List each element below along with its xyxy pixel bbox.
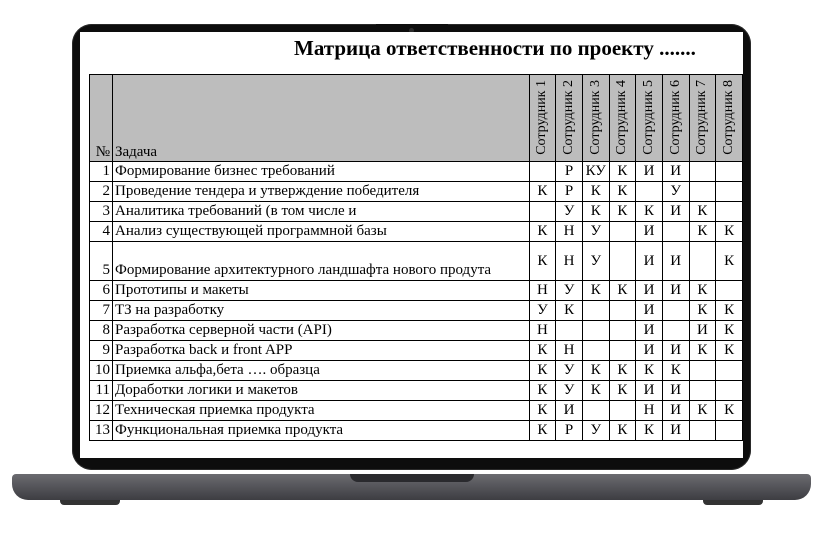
role-cell[interactable]: К: [689, 281, 716, 301]
role-cell[interactable]: К: [636, 202, 663, 222]
header-task[interactable]: Задача: [113, 75, 530, 162]
role-cell[interactable]: И: [662, 281, 689, 301]
role-cell[interactable]: И: [556, 401, 583, 421]
table-row: [90, 222, 743, 242]
task-cell[interactable]: Функциональная приемка продукта: [113, 421, 530, 441]
role-cell[interactable]: К: [662, 361, 689, 381]
role-cell[interactable]: [716, 281, 743, 301]
role-cell[interactable]: И: [662, 202, 689, 222]
role-cell[interactable]: [716, 182, 743, 202]
role-cell[interactable]: [716, 162, 743, 182]
role-cell[interactable]: Р: [556, 182, 583, 202]
role-cell[interactable]: [716, 381, 743, 401]
role-cell[interactable]: [662, 301, 689, 321]
role-cell[interactable]: И: [636, 162, 663, 182]
role-cell[interactable]: У: [556, 381, 583, 401]
role-cell[interactable]: К: [529, 341, 556, 361]
laptop-foot-right: [703, 500, 763, 505]
role-cell[interactable]: Р: [556, 162, 583, 182]
employee-label: Сотрудник 8: [721, 80, 737, 155]
table-row: [90, 281, 743, 301]
table-row: [90, 242, 743, 281]
role-cell[interactable]: И: [636, 381, 663, 401]
header-row: [90, 75, 743, 162]
role-cell[interactable]: К: [529, 381, 556, 401]
row-number-cell[interactable]: 11: [90, 381, 113, 401]
task-cell[interactable]: Разработка серверной части (API): [113, 321, 530, 341]
role-cell[interactable]: К: [556, 301, 583, 321]
trackpad-lip: [350, 474, 474, 482]
header-employee-2[interactable]: [556, 75, 583, 162]
role-cell[interactable]: Н: [529, 321, 556, 341]
role-cell[interactable]: И: [662, 401, 689, 421]
role-cell[interactable]: И: [636, 281, 663, 301]
employee-label: Сотрудник 4: [614, 80, 630, 155]
role-cell[interactable]: У: [529, 301, 556, 321]
role-cell[interactable]: [582, 301, 609, 321]
role-cell[interactable]: [609, 222, 636, 242]
header-employee-3[interactable]: [582, 75, 609, 162]
role-cell[interactable]: К: [609, 202, 636, 222]
role-cell[interactable]: К: [716, 222, 743, 242]
employee-label: Сотрудник 5: [641, 80, 657, 155]
row-number-cell[interactable]: 3: [90, 202, 113, 222]
role-cell[interactable]: К: [716, 301, 743, 321]
role-cell[interactable]: И: [636, 341, 663, 361]
role-cell[interactable]: [716, 421, 743, 441]
role-cell[interactable]: И: [636, 321, 663, 341]
role-cell[interactable]: [662, 222, 689, 242]
role-cell[interactable]: У: [556, 281, 583, 301]
task-cell[interactable]: Техническая приемка продукта: [113, 401, 530, 421]
role-cell[interactable]: [689, 242, 716, 281]
table-row: [90, 381, 743, 401]
role-cell[interactable]: У: [582, 222, 609, 242]
role-cell[interactable]: И: [636, 242, 663, 281]
role-cell[interactable]: И: [662, 162, 689, 182]
role-cell[interactable]: К: [609, 182, 636, 202]
row-number-cell[interactable]: 2: [90, 182, 113, 202]
header-employee-6[interactable]: [662, 75, 689, 162]
role-cell[interactable]: [689, 162, 716, 182]
role-cell[interactable]: К: [636, 361, 663, 381]
role-cell[interactable]: Н: [529, 281, 556, 301]
task-cell[interactable]: Приемка альфа,бета …. образца: [113, 361, 530, 381]
role-cell[interactable]: К: [689, 202, 716, 222]
row-number-cell[interactable]: 1: [90, 162, 113, 182]
role-cell[interactable]: [529, 202, 556, 222]
role-cell[interactable]: К: [716, 341, 743, 361]
employee-label: Сотрудник 6: [667, 80, 683, 155]
role-cell[interactable]: К: [609, 421, 636, 441]
role-cell[interactable]: Н: [636, 401, 663, 421]
role-cell[interactable]: К: [582, 202, 609, 222]
employee-label: Сотрудник 1: [534, 80, 550, 155]
role-cell[interactable]: У: [582, 421, 609, 441]
role-cell[interactable]: К: [716, 321, 743, 341]
task-cell[interactable]: Формирование бизнес требований: [113, 162, 530, 182]
employee-label: Сотрудник 7: [694, 80, 710, 155]
role-cell[interactable]: К: [582, 361, 609, 381]
role-cell[interactable]: [689, 361, 716, 381]
role-cell[interactable]: [689, 421, 716, 441]
role-cell[interactable]: Н: [556, 242, 583, 281]
role-cell[interactable]: [716, 361, 743, 381]
matrix-table: [89, 74, 743, 441]
role-cell[interactable]: К: [716, 401, 743, 421]
header-employee-5[interactable]: [636, 75, 663, 162]
row-number-cell[interactable]: 9: [90, 341, 113, 361]
role-cell[interactable]: У: [662, 182, 689, 202]
task-cell[interactable]: Формирование архитектурного ландшафта нового продута: [113, 242, 530, 281]
role-cell[interactable]: К: [689, 341, 716, 361]
header-employee-7[interactable]: [689, 75, 716, 162]
task-cell[interactable]: Доработки логики и макетов: [113, 381, 530, 401]
role-cell[interactable]: К: [609, 381, 636, 401]
role-cell[interactable]: У: [582, 242, 609, 281]
role-cell[interactable]: К: [529, 361, 556, 381]
task-cell[interactable]: ТЗ на разработку: [113, 301, 530, 321]
employee-label: Сотрудник 2: [561, 80, 577, 155]
task-cell[interactable]: Прототипы и макеты: [113, 281, 530, 301]
role-cell[interactable]: К: [689, 222, 716, 242]
role-cell[interactable]: К: [609, 281, 636, 301]
role-cell[interactable]: Р: [556, 421, 583, 441]
role-cell[interactable]: К: [582, 281, 609, 301]
role-cell[interactable]: К: [689, 401, 716, 421]
employee-label: Сотрудник 3: [587, 80, 603, 155]
role-cell[interactable]: [582, 401, 609, 421]
role-cell[interactable]: [609, 321, 636, 341]
role-cell[interactable]: И: [662, 381, 689, 401]
role-cell[interactable]: КУ: [582, 162, 609, 182]
header-employee-1[interactable]: [529, 75, 556, 162]
role-cell[interactable]: И: [636, 222, 663, 242]
role-cell[interactable]: [556, 321, 583, 341]
table-row: [90, 301, 743, 321]
role-cell[interactable]: К: [582, 381, 609, 401]
task-cell[interactable]: Разработка back и front APP: [113, 341, 530, 361]
role-cell[interactable]: К: [636, 421, 663, 441]
role-cell[interactable]: И: [662, 341, 689, 361]
role-cell[interactable]: [662, 321, 689, 341]
role-cell[interactable]: У: [556, 202, 583, 222]
role-cell[interactable]: [609, 301, 636, 321]
header-employee-4[interactable]: [609, 75, 636, 162]
task-cell[interactable]: Проведение тендера и утверждение победителя: [113, 182, 530, 202]
role-cell[interactable]: [689, 381, 716, 401]
header-employee-8[interactable]: [716, 75, 743, 162]
role-cell[interactable]: К: [609, 162, 636, 182]
role-cell[interactable]: К: [529, 222, 556, 242]
header-num[interactable]: №: [90, 75, 113, 162]
role-cell[interactable]: И: [662, 421, 689, 441]
row-number-cell[interactable]: 10: [90, 361, 113, 381]
table-row: [90, 182, 743, 202]
role-cell[interactable]: К: [529, 401, 556, 421]
role-cell[interactable]: Н: [556, 341, 583, 361]
role-cell[interactable]: [582, 341, 609, 361]
responsibility-matrix: [89, 74, 743, 441]
row-number-cell[interactable]: 13: [90, 421, 113, 441]
table-row: [90, 341, 743, 361]
row-number-cell[interactable]: 12: [90, 401, 113, 421]
role-cell[interactable]: [716, 202, 743, 222]
row-number-cell[interactable]: 8: [90, 321, 113, 341]
role-cell[interactable]: [609, 401, 636, 421]
role-cell[interactable]: К: [609, 361, 636, 381]
role-cell[interactable]: И: [662, 242, 689, 281]
role-cell[interactable]: [529, 162, 556, 182]
role-cell[interactable]: И: [636, 301, 663, 321]
role-cell[interactable]: [609, 341, 636, 361]
table-row: [90, 401, 743, 421]
role-cell[interactable]: К: [582, 182, 609, 202]
role-cell[interactable]: И: [689, 321, 716, 341]
task-cell[interactable]: Анализ существующей программной базы: [113, 222, 530, 242]
role-cell[interactable]: Н: [556, 222, 583, 242]
table-row: [90, 321, 743, 341]
role-cell[interactable]: У: [556, 361, 583, 381]
role-cell[interactable]: К: [529, 182, 556, 202]
row-number-cell[interactable]: 4: [90, 222, 113, 242]
task-cell[interactable]: Аналитика требований (в том числе и: [113, 202, 530, 222]
row-number-cell[interactable]: 6: [90, 281, 113, 301]
role-cell[interactable]: [609, 242, 636, 281]
table-row: [90, 361, 743, 381]
laptop-foot-left: [60, 500, 120, 505]
role-cell[interactable]: К: [716, 242, 743, 281]
role-cell[interactable]: К: [529, 421, 556, 441]
table-row: [90, 162, 743, 182]
role-cell[interactable]: [636, 182, 663, 202]
sheet-title: Матрица ответственности по проекту .......: [294, 36, 696, 60]
row-number-cell[interactable]: 5: [90, 242, 113, 281]
role-cell[interactable]: [689, 182, 716, 202]
role-cell[interactable]: [582, 321, 609, 341]
table-row: [90, 421, 743, 441]
spreadsheet-screen: [80, 32, 743, 458]
row-number-cell[interactable]: 7: [90, 301, 113, 321]
role-cell[interactable]: К: [529, 242, 556, 281]
role-cell[interactable]: К: [689, 301, 716, 321]
table-row: [90, 202, 743, 222]
